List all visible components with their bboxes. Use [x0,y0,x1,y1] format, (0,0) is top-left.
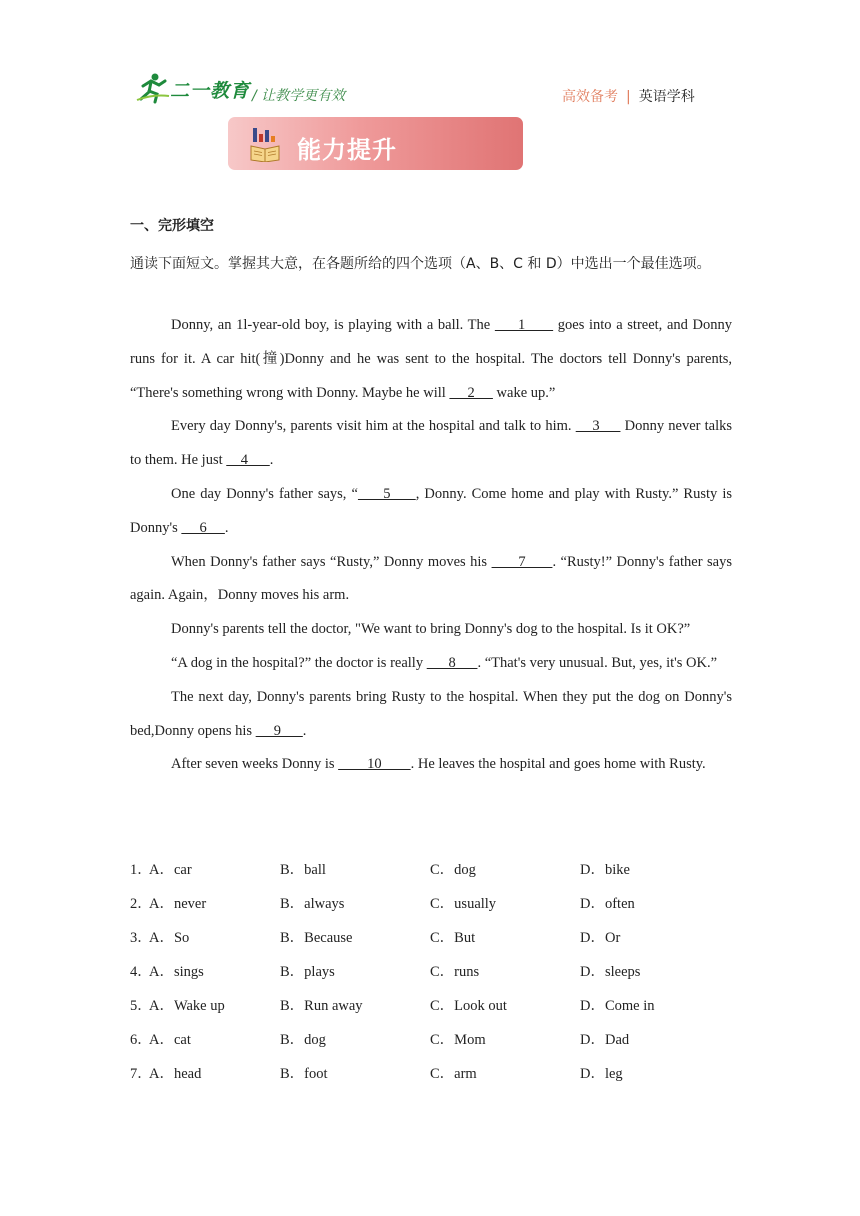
option-c[interactable]: C．Look out [430,998,507,1014]
book-chart-icon [250,126,280,162]
option-b[interactable]: B．Run away [280,998,363,1014]
cloze-passage [130,309,732,782]
question-options-row [130,926,750,946]
blank-7: 7 [491,553,553,570]
header-exam-label: 高效备考 [562,89,618,105]
option-b[interactable]: B．ball [280,862,326,878]
question-options-row [130,892,750,912]
paragraph-5: Donny's parents tell the doctor, "We want to bring Donny's dog to the hospital. Is it OK?” [171,621,691,638]
option-c[interactable]: C．But [430,930,476,946]
question-options-row [130,1028,750,1048]
blank-2: 2 [449,384,493,401]
header-subject [562,86,695,106]
question-options-row [130,858,750,878]
option-c[interactable]: C．arm [430,1066,477,1082]
option-d[interactable]: D．sleeps [580,964,641,980]
paragraph-8: After seven weeks Donny is 10 . He leaves the hospital and goes home with Rusty. [171,756,706,773]
paragraph-3: One day Donny's father says, “ 5 , Donny. Come home and play with Rusty.” Rusty is Donny's 6 . [130,485,732,536]
option-a[interactable]: A．Wake up [149,998,225,1014]
option-d[interactable]: D．Or [580,930,621,946]
logo-text: 二一教育 [170,80,251,102]
banner-title: 能力提升 [297,136,397,164]
blank-3: 3 [575,418,621,435]
option-a[interactable]: A．head [149,1066,202,1082]
question-number: 1． [130,862,152,878]
question-number: 3． [130,930,152,946]
option-a[interactable]: A．car [149,862,192,878]
question-number: 7． [130,1066,152,1082]
blank-1: 1 [494,317,554,333]
blank-10: 10 [338,756,411,773]
option-a[interactable]: A．So [149,930,190,946]
option-c[interactable]: C．runs [430,964,480,980]
paragraph-1: Donny, an 1l-year-old boy, is playing with a ball. The 1 goes into a street, and Donny runs for it. A car hit(撞)Donny and he was sent to the hospital. The doctors tell Donny's parents, “There's something wrong with Donny. Maybe he will 2 wake up.” [130,317,732,401]
section-instructions: 通读下面短文。掌握其大意，在各题所给的四个选项（A、B、C 和 D）中选出一个最佳选项。 [130,256,711,272]
question-options-row [130,994,750,1014]
blank-4: 4 [226,452,270,469]
blank-5: 5 [357,485,416,502]
option-d[interactable]: D．Come in [580,998,655,1014]
paragraph-2: Every day Donny's, parents visit him at the hospital and talk to him. 3 Donny never talks to them. He just 4 . [130,418,733,469]
blank-8: 8 [426,654,478,671]
option-d[interactable]: D．leg [580,1066,623,1082]
option-b[interactable]: B．plays [280,964,335,980]
option-b[interactable]: B．foot [280,1066,328,1082]
paragraph-6: “A dog in the hospital?” the doctor is really 8 . “That's very unusual. But, yes, it's OK.” [171,654,718,671]
option-d[interactable]: D．often [580,896,635,912]
blank-9: 9 [255,722,303,739]
option-c[interactable]: C．dog [430,862,476,878]
paragraph-4: When Donny's father says “Rusty,” Donny moves his 7 . “Rusty!” Donny's father says again. Again，Donny moves his arm. [130,553,732,604]
option-a[interactable]: A．never [149,896,207,912]
header-subject-label: 英语学科 [638,89,695,105]
slogan: / 让教学更有效 [252,88,346,104]
option-b[interactable]: B．dog [280,1032,326,1048]
option-b[interactable]: B．always [280,896,345,912]
header-separator: | [626,89,631,105]
option-b[interactable]: B．Because [280,930,353,946]
question-options-row [130,1062,750,1082]
question-options-row [130,960,750,980]
question-number: 5． [130,998,152,1014]
question-number: 2． [130,896,152,912]
option-d[interactable]: D．Dad [580,1032,630,1048]
option-c[interactable]: C．Mom [430,1032,486,1048]
option-a[interactable]: A．sings [149,964,204,980]
option-c[interactable]: C．usually [430,896,497,912]
question-number: 6． [130,1032,152,1048]
section-title: 一、完形填空 [130,218,214,234]
option-d[interactable]: D．bike [580,862,630,878]
paragraph-7: The next day, Donny's parents bring Rusty to the hospital. When they put the dog on Donny's bed,Donny opens his 9 . [130,688,732,739]
blank-6: 6 [181,519,225,536]
question-number: 4． [130,964,152,980]
option-a[interactable]: A．cat [149,1032,191,1048]
